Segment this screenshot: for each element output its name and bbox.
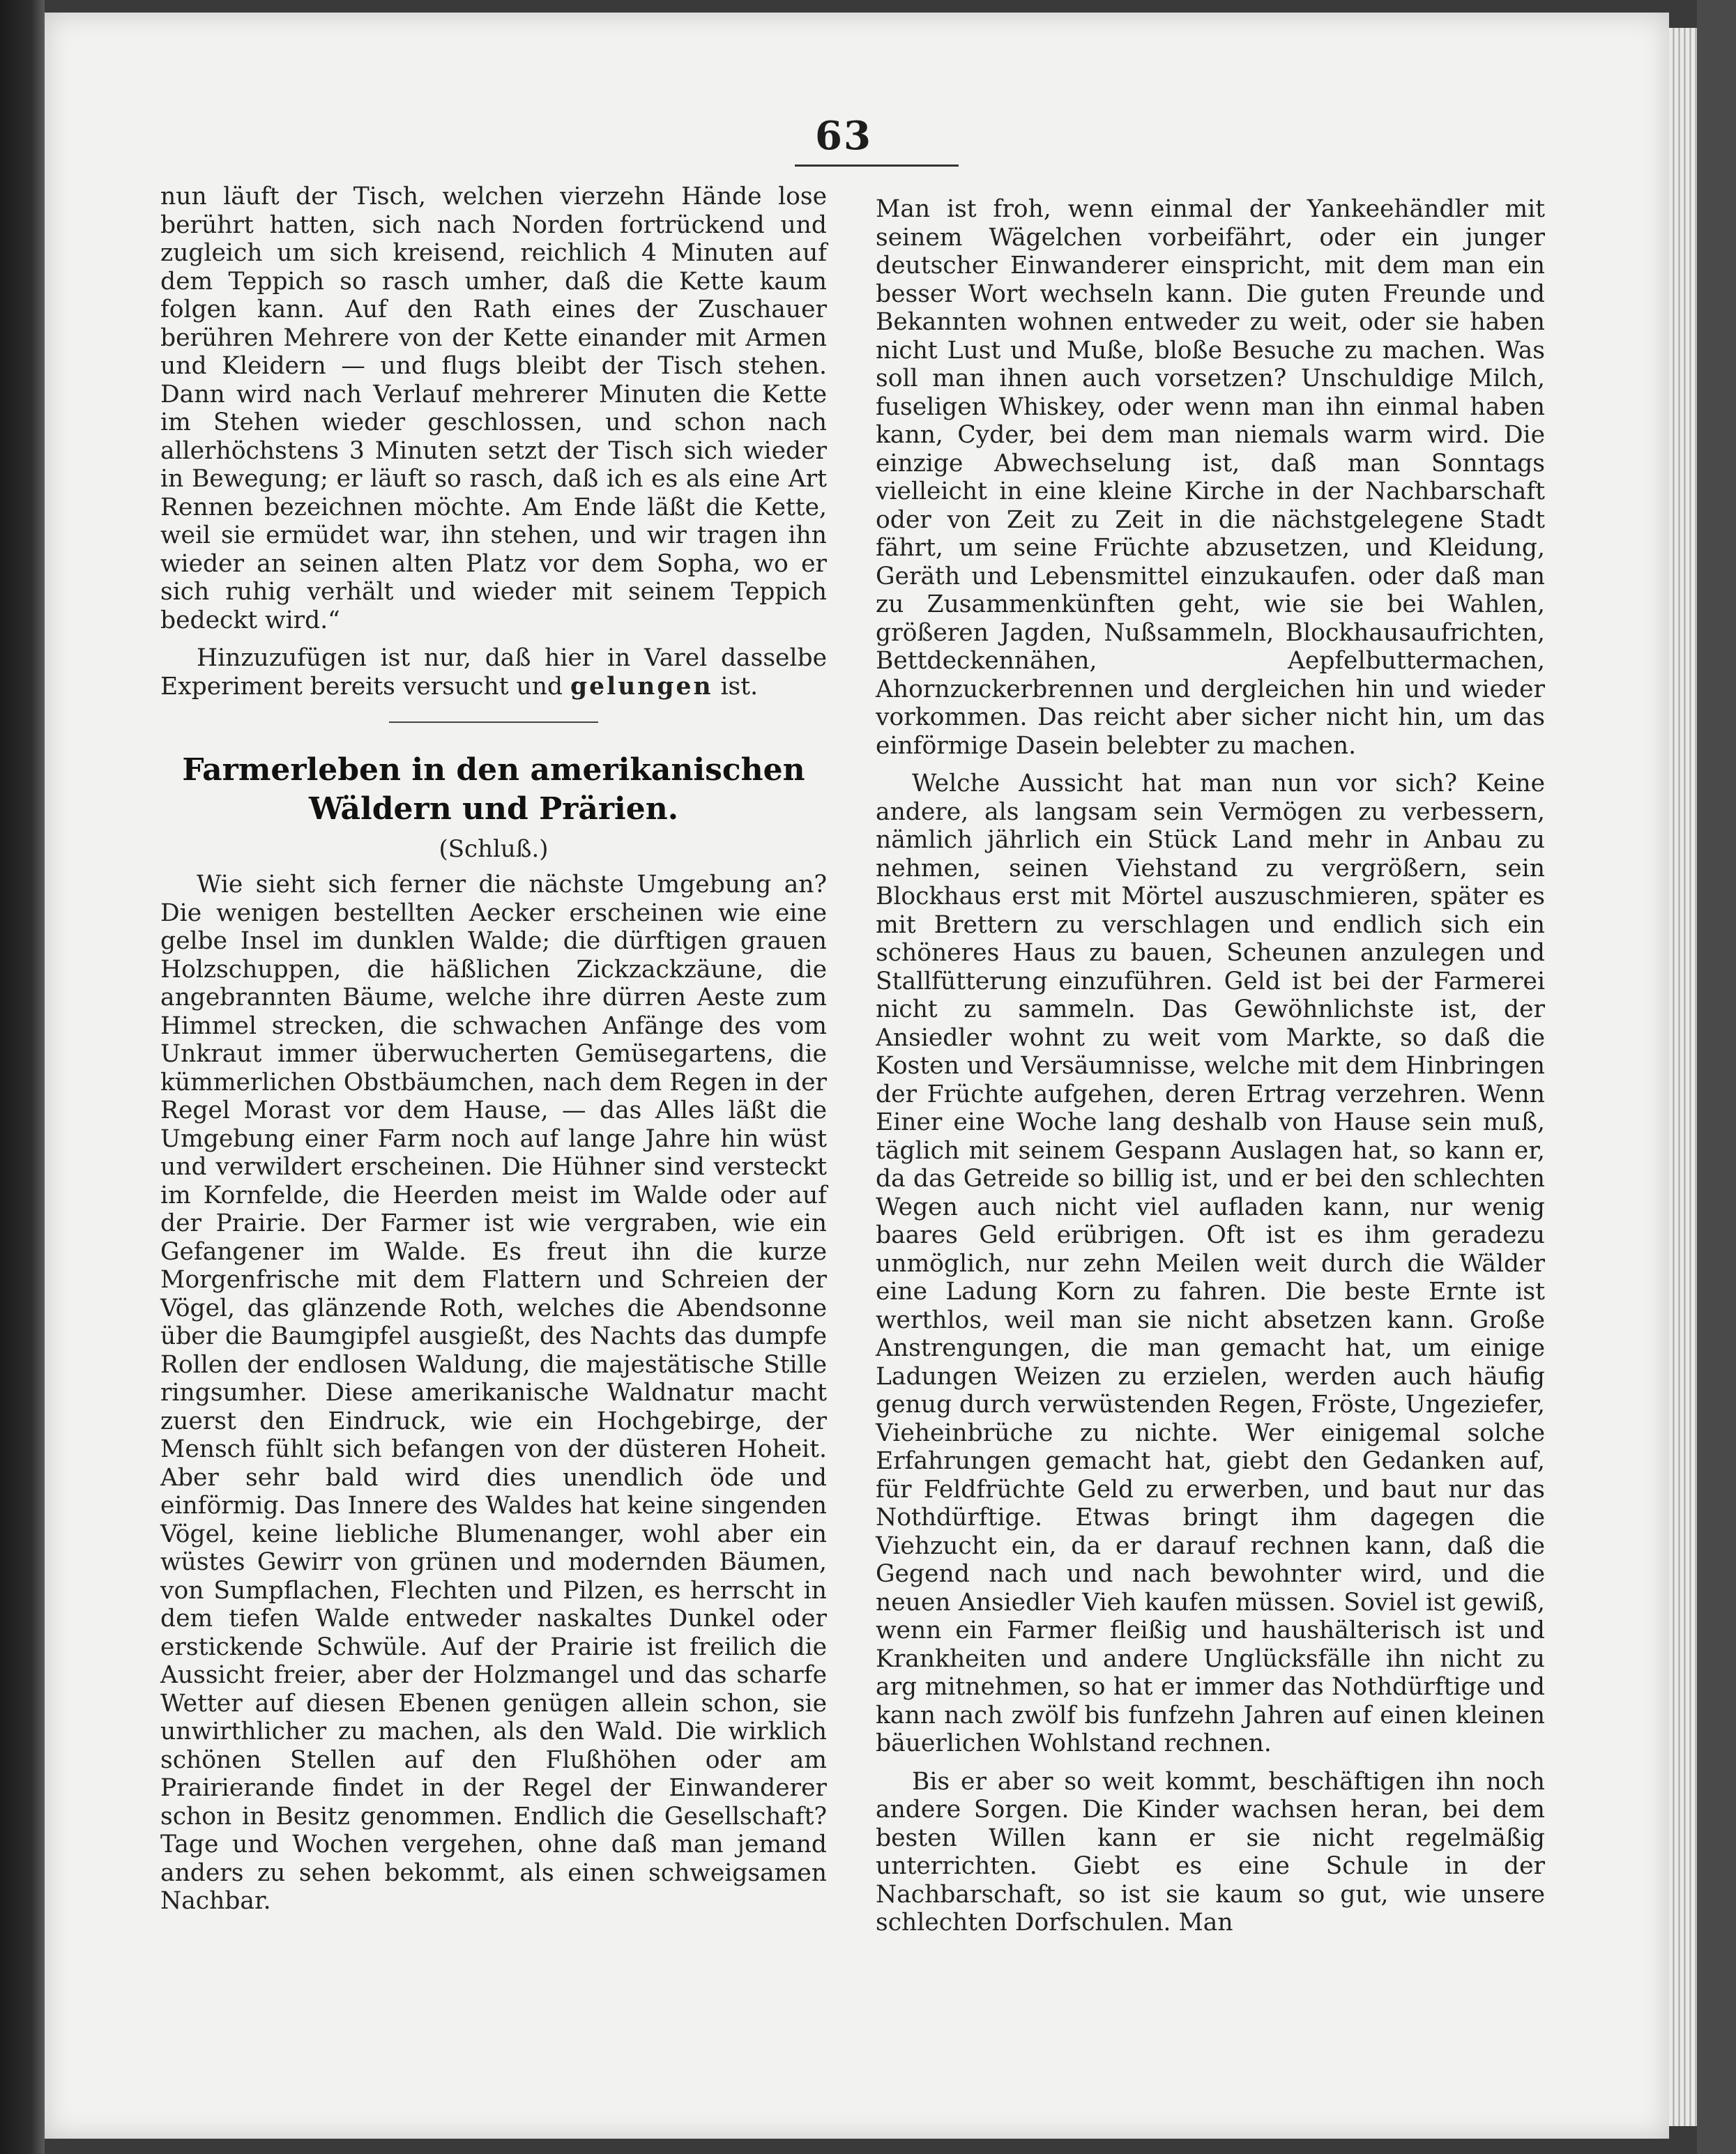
paragraph: Welche Aussicht hat man nun vor sich? Keine andere, als langsam sein Vermögen zu verbessern, nämlich jährlich ein Stück Land mehr in Anbau zu nehmen, seinen Viehstand zu vergrößern, sein Blockhaus erst mit Mörtel auszuschmieren, später es mit Brettern zu verschlagen und endlich sich ein schöneres Haus zu bauen, Scheunen anzulegen und Stallfütterung einzuführen. Geld ist bei der Farmerei nicht zu sammeln. Das Gewöhnlichste ist, der Ansiedler wohnt zu weit vom Markte, so daß die Kosten und Versäumnisse, welche mit dem Hinbringen der Früchte aufgehen, deren Ertrag verzehren. Wenn Einer eine Woche lang deshalb von Hause sein muß, täglich mit seinem Gespann Auslagen hat, so kann er, da das Getreide so billig ist, und er bei den schlechten Wegen auch nicht viel aufladen kann, nur wenig baares Geld erübrigen. Oft ist es ihm geradezu unmöglich, nur zehn Meilen weit durch die Wälder eine Ladung Korn zu fahren. Die beste Ernte ist werthlos, weil man sie nicht absetzen kann. Große Anstrengungen, die man gemacht hat, um einige Ladungen Weizen zu erzielen, werden auch häufig genug durch verwüstenden Regen, Fröste, Ungeziefer, Vieheinbrüche zu nichte. Wer einigemal solche Erfahrungen gemacht hat, giebt den Gedanken auf, für Feldfrüchte Geld zu erwerben, und baut nur das Nothdürftige. Etwas bringt ihm dagegen die Viehzucht ein, da er darauf rechnen kann, daß die Gegend nach und nach bewohnter wird, und die neuen Ansiedler Vieh kaufen müssen. Soviel ist gewiß, wenn ein Farmer fleißig und haushälterisch ist und Krankheiten und andere Unglücksfälle ihn nicht zu arg mitnehmen, so hat er immer das Nothdürftige und kann nach zwölf bis funfzehn Jahren auf einen kleinen bäuerlichen Wohlstand rechnen. <box>876 770 1545 1757</box>
section-divider <box>389 721 598 723</box>
header-rule <box>795 165 959 167</box>
right-column <box>876 195 1545 1937</box>
paragraph: Bis er aber so weit kommt, beschäftigen ihn noch andere Sorgen. Die Kinder wachsen heran, bei dem besten Willen kann er sie nicht regelmäßig unterrichten. Giebt es eine Schule in der Nachbarschaft, so ist sie kaum so gut, wie unsere schlechten Dorfschulen. Man <box>876 1767 1545 1937</box>
article-heading: Farmerleben in den amerikanischen Wäldern und Prärien. <box>182 752 805 827</box>
page-number: 63 <box>815 113 872 159</box>
page-edges <box>1669 28 1697 2126</box>
article-subheading: (Schluß.) <box>439 835 549 863</box>
paragraph: Man ist froh, wenn einmal der Yankeehändler mit seinem Wägelchen vorbeifährt, oder ein junger deutscher Einwanderer einspricht, mit dem man ein besser Wort wechseln kann. Die guten Freunde und Bekannten wohnen entweder zu weit, oder sie haben nicht Lust und Muße, bloße Besuche zu machen. Was soll man ihnen auch vorsetzen? Unschuldige Milch, fuseligen Whiskey, oder wenn man ihn einmal haben kann, Cyder, bei dem man niemals warm wird. Die einzige Abwechselung ist, daß man Sonntags vielleicht in eine kleine Kirche in der Nachbarschaft oder von Zeit zu Zeit in die nächstgelegene Stadt fährt, um seine Früchte abzusetzen, und Kleidung, Geräth und Lebensmittel einzukaufen. oder daß man zu Zusammenkünften geht, wie sie bei Wahlen, größeren Jagden, Nußsammeln, Blockhausaufrichten, Bettdeckennähen, Aepfelbuttermachen, Ahornzuckerbrennen und dergleichen hin und wieder vorkommen. Das reicht aber sicher nicht hin, um das einförmige Dasein belebter zu machen. <box>876 195 1545 760</box>
background-right <box>1697 0 1736 2154</box>
left-column <box>160 183 827 1916</box>
paragraph: Wie sieht sich ferner die nächste Umgebung an? Die wenigen bestellten Aecker erscheinen wie eine gelbe Insel im dunklen Walde; die dürftigen grauen Holzschuppen, die häßlichen Zickzackzäune, die angebrannten Bäume, welche ihre dürren Aeste zum Himmel strecken, die schwachen Anfänge des vom Unkraut immer überwucherten Gemüsegartens, die kümmerlichen Obstbäumchen, nach dem Regen in der Regel Morast vor dem Hause, — das Alles läßt die Umgebung einer Farm noch auf lange Jahre hin wüst und verwildert erscheinen. Die Hühner sind versteckt im Kornfelde, die Heerden meist im Walde oder auf der Prairie. Der Farmer ist wie vergraben, wie ein Gefangener im Walde. Es freut ihn die kurze Morgenfrische mit dem Flattern und Schreien der Vögel, das glänzende Roth, welches die Abendsonne über die Baumgipfel ausgießt, des Nachts das dumpfe Rollen der endlosen Waldung, die majestätische Stille ringsumher. Diese amerikanische Waldnatur macht zuerst den Eindruck, wie ein Hochgebirge, der Mensch fühlt sich befangen von der düsteren Hoheit. Aber sehr bald wird dies unendlich öde und einförmig. Das Innere des Waldes hat keine singenden Vögel, keine liebliche Blumenanger, wohl aber ein wüstes Gewirr von grünen und modernden Bäumen, von Sumpflachen, Flechten und Pilzen, es herrscht in dem tiefen Walde entweder naskaltes Dunkel oder erstickende Schwüle. Auf der Prairie ist freilich die Aussicht freier, aber der Holzmangel und das scharfe Wetter auf diesen Ebenen genügen allein schon, sie unwirthlicher zu machen, als den Wald. Die wirklich schönen Stellen auf den Flußhöhen oder am Prairierande findet in der Regel der Einwanderer schon in Besitz genommen. Endlich die Gesellschaft? Tage und Wochen vergehen, ohne daß man jemand anders zu sehen bekommt, als einen schweigsamen Nachbar. <box>160 871 827 1915</box>
emphasis: gelungen <box>570 672 713 701</box>
paragraph-text: Hinzuzufügen ist nur, daß hier in Varel dasselbe Experiment bereits versucht und <box>160 644 827 701</box>
paragraph-text: ist. <box>720 672 759 701</box>
paragraph: nun läuft der Tisch, welchen vierzehn Hände lose berührt hatten, sich nach Norden fortrückend und zugleich um sich kreisend, reichlich 4 Minuten auf dem Teppich so rasch umher, daß die Kette kaum folgen kann. Auf den Rath eines der Zuschauer berühren Mehrere von der Kette einander mit Armen und Kleidern — und flugs bleibt der Tisch stehen. Dann wird nach Verlauf mehrerer Minuten die Kette im Stehen wieder geschlossen, und schon nach allerhöchstens 3 Minuten setzt der Tisch sich wieder in Bewegung; er läuft so rasch, daß ich es als eine Art Rennen bezeichnen möchte. Am Ende läßt die Kette, weil sie ermüdet war, ihn stehen, und wir tragen ihn wieder an seinen alten Platz vor dem Sopha, wo er sich ruhig verhält und wieder mit seinem Teppich bedeckt wird.“ <box>160 183 827 634</box>
paragraph <box>160 644 827 701</box>
book-binding-shadow <box>0 0 45 2154</box>
